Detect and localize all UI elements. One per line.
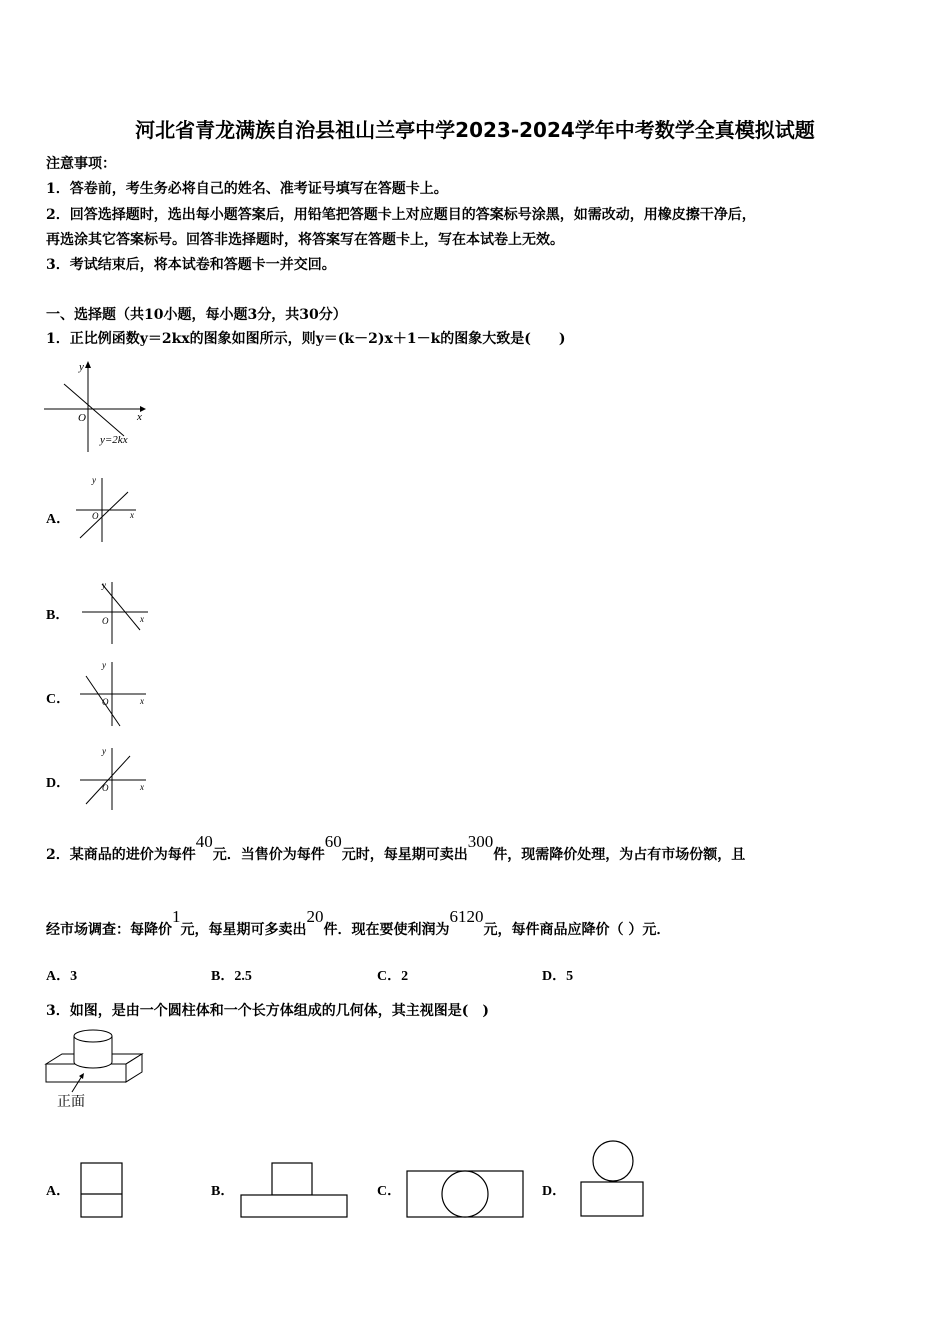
svg-text:x: x [130,510,134,520]
fig-x-label: x [137,411,142,423]
notice-heading: 注意事项： [46,156,116,172]
page-title: 河北省青龙满族自治县祖山兰亭中学2023-2024学年中考数学全真模拟试题 [135,118,815,142]
svg-text:x: x [140,696,144,706]
fig-y-label: y [79,361,84,373]
fig-line-label: y=2kx [100,434,128,446]
q1-option-b-graph [82,578,154,646]
notice-item-1: 1．答卷前，考生务必将自己的姓名、准考证号填写在答题卡上。 [46,181,448,197]
q1-figure [44,360,149,455]
svg-text:y: y [102,580,106,590]
q1-option-c-graph [80,658,152,728]
q3-option-a-label: A． [46,1184,71,1199]
notice-item-2b: 再选涂其它答案标号。回答非选择题时，将答案写在答题卡上，写在本试卷上无效。 [46,232,564,248]
q3-option-b-label: B． [211,1184,235,1199]
q1-option-a-label: A． [46,512,71,527]
q1-option-d-graph [80,744,152,812]
q2-option-c: C．2 [377,969,409,984]
q1-option-c-label: C． [46,692,71,707]
svg-text:y: y [102,660,106,670]
svg-text:x: x [140,614,144,624]
svg-text:y: y [92,475,96,485]
q3-option-d-label: D． [542,1184,567,1199]
fig-origin-label: O [78,412,86,424]
q3-option-d-view [578,1140,648,1220]
svg-text:O: O [102,783,109,793]
q3-solid-figure [44,1026,154,1116]
q1-stem: 1．正比例函数y＝2kx的图象如图所示，则y＝(k－2)x＋1－k的图象大致是( ) [46,331,566,347]
section-heading: 一、选择题（共10小题，每小题3分，共30分） [46,307,347,323]
svg-text:O: O [102,616,109,626]
notice-item-3: 3．考试结束后，将本试卷和答题卡一并交回。 [46,257,336,273]
q3-option-c-label: C． [377,1184,402,1199]
svg-text:x: x [140,782,144,792]
q2-line-1: 2．某商品的进价为每件40元．当售价为每件60元时，每星期可卖出300件，现需降价处理，为占有市场份额，且 [46,832,746,863]
notice-item-2a: 2．回答选择题时，选出每小题答案后，用铅笔把答题卡上对应题目的答案标号涂黑，如需改动，用橡皮擦干净后， [46,207,756,223]
q2-option-a: A．3 [46,969,78,984]
q3-stem: 3．如图，是由一个圆柱体和一个长方体组成的几何体，其主视图是( ) [46,1003,489,1019]
q1-option-a-graph [74,472,144,547]
front-label: 正面 [57,1094,85,1110]
q1-option-b-label: B． [46,608,70,623]
svg-text:O: O [92,511,99,521]
q3-option-c-view [406,1170,526,1220]
q2-option-b: B．2.5 [211,969,252,984]
svg-text:O: O [102,697,109,707]
q1-option-d-label: D． [46,776,71,791]
q3-option-b-view [240,1162,350,1218]
q3-option-a-view [80,1162,124,1218]
q2-line-2: 经市场调查：每降价1元，每星期可多卖出20件．现在要使利润为6120元，每件商品应降价（ ）元． [46,907,671,938]
svg-text:y: y [102,746,106,756]
q2-option-d: D．5 [542,969,574,984]
